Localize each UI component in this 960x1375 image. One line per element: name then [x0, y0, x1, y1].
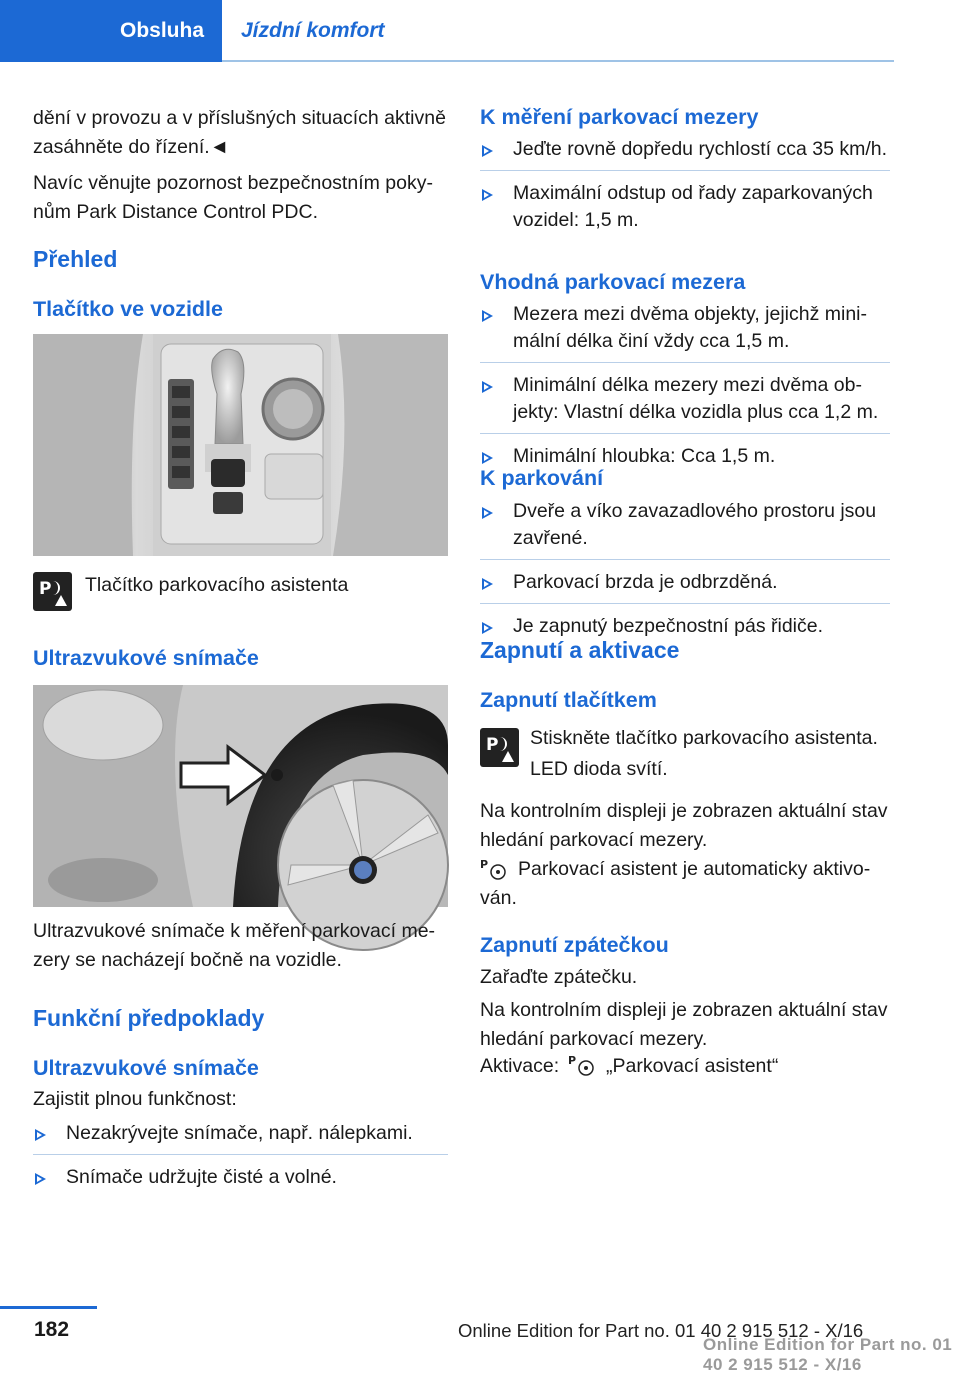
- list-item-text: Nezakrývejte snímače, např. nálepkami.: [66, 1122, 413, 1144]
- heading-vhodna: Vhodná parkovací mezera: [480, 270, 746, 294]
- list-item-text: Dveře a víko zavazadlového prostoru jsou zavřené.: [513, 500, 877, 549]
- triangle-bullet-icon: [482, 622, 493, 634]
- list-item: [480, 569, 890, 596]
- left-column: [33, 100, 448, 324]
- triangle-bullet-icon: [482, 578, 493, 590]
- list-item-text: Jeďte rovně dopředu rychlostí cca 35 km/h.: [513, 138, 888, 160]
- heading-zapnuti: Zapnutí a aktivace: [480, 637, 680, 663]
- header-tabbar: [0, 0, 894, 62]
- triangle-bullet-icon: [482, 310, 493, 322]
- park-assist-icon: P: [480, 728, 519, 767]
- stisknete-text: Stiskněte tlačítko parkovacího asistenta.: [530, 727, 878, 749]
- list-item-text: Maximální odstup od řady zaparkovaných vozidel: 1,5 m.: [513, 182, 873, 231]
- intro-paragraph-1: dění v provozu a v příslušných situacích aktivně zasáhněte do řízení.◄: [33, 107, 446, 158]
- list-item: [33, 1164, 448, 1191]
- list-vhodna: [480, 301, 890, 470]
- led-text: LED dioda svítí.: [530, 758, 668, 780]
- tab-obsluha[interactable]: Obsluha: [0, 0, 222, 62]
- page-number: 182: [34, 1318, 70, 1341]
- aktivace-row: [480, 1052, 895, 1081]
- triangle-bullet-icon: [482, 189, 493, 201]
- svg-text:P: P: [568, 1054, 577, 1067]
- park-button-caption: Tlačítko parkovacího asistenta: [85, 574, 349, 596]
- list-item-text: Parkovací brzda je odbrzděná.: [513, 571, 778, 593]
- display-text-2: Na kontrolním displeji je zobrazen aktuální stav hledání parkovací mezery.: [480, 999, 888, 1050]
- triangle-bullet-icon: [482, 145, 493, 157]
- heading-tlacitkem: Zapnutí tlačítkem: [480, 688, 657, 712]
- watermark-text: Online Edition for Part no. 01 40 2 915 512 - X/16: [703, 1335, 953, 1374]
- sensor-caption: Ultrazvukové snímače k měření parkovací me‐zery se nacházejí bočně na vozidle.: [33, 920, 436, 971]
- list-item-text: Minimální délka mezery mezi dvěma ob‐jekty: Vlastní délka vozidla plus cca 1,2 m.: [513, 374, 879, 423]
- heading-zpatecka: Zapnutí zpátečkou: [480, 933, 669, 957]
- list-mereni: [480, 136, 890, 234]
- heading-ultrazvuk-2: Ultrazvukové snímače: [33, 1056, 259, 1080]
- list-item: [480, 136, 890, 163]
- aktivace-label: Aktivace:: [480, 1055, 560, 1077]
- display-text-1: Na kontrolním displeji je zobrazen aktuální stav hledání parkovací mezery.: [480, 800, 888, 851]
- tab-jizdni-komfort[interactable]: Jízdní komfort: [241, 19, 385, 42]
- triangle-bullet-icon: [482, 507, 493, 519]
- triangle-bullet-icon: [35, 1129, 46, 1141]
- edition-text: Online Edition for Part no. 01 40 2 915 512 - X/16: [458, 1320, 864, 1341]
- steering-park-icon: [480, 857, 510, 883]
- heading-prehled: Přehled: [33, 246, 118, 272]
- list-item: [480, 301, 890, 355]
- list-item: [480, 372, 890, 426]
- list-item-text: Mezera mezi dvěma objekty, jejichž mini‐mální délka činí vždy cca 1,5 m.: [513, 303, 867, 352]
- heading-mereni: K měření parkovací mezery: [480, 105, 759, 129]
- intro-paragraph-2: Navíc věnujte pozornost bezpečnostním poky‐nům Park Distance Control PDC.: [33, 172, 433, 223]
- list-item-text: Snímače udržujte čisté a volné.: [66, 1166, 337, 1188]
- park-button-caption-row: [33, 572, 448, 614]
- zaradte-text: Zařaďte zpátečku.: [480, 966, 638, 988]
- list-parkovani: [480, 498, 890, 640]
- list-item: [480, 180, 890, 234]
- footer-rule: [0, 1306, 97, 1309]
- aktivace-value: „Parkovací asistent“: [606, 1055, 779, 1077]
- park-assist-icon: P: [33, 572, 72, 611]
- list-item: [33, 1120, 448, 1147]
- list-item: [480, 498, 890, 552]
- zajistit-text: Zajistit plnou funkčnost:: [33, 1088, 237, 1110]
- sensor-photo: [33, 685, 448, 907]
- steering-park-icon: [568, 1053, 598, 1079]
- heading-parkovani: K parkování: [480, 466, 604, 490]
- heading-ultrazvuk: Ultrazvukové snímače: [33, 646, 259, 670]
- auto-active-row: [480, 855, 895, 913]
- triangle-bullet-icon: [482, 381, 493, 393]
- triangle-bullet-icon: [35, 1173, 46, 1185]
- auto-active-text: Parkovací asistent je automaticky aktivo‐ván.: [480, 858, 871, 909]
- sensor-list: [33, 1120, 448, 1191]
- console-photo: [33, 334, 448, 556]
- svg-text:P: P: [480, 858, 489, 871]
- heading-funkcni: Funkční předpoklady: [33, 1005, 265, 1031]
- heading-tlacitko: Tlačítko ve vozidle: [33, 297, 223, 321]
- list-item-text: Minimální hloubka: Cca 1,5 m.: [513, 445, 776, 467]
- list-item-text: Je zapnutý bezpečnostní pás řidiče.: [513, 615, 824, 637]
